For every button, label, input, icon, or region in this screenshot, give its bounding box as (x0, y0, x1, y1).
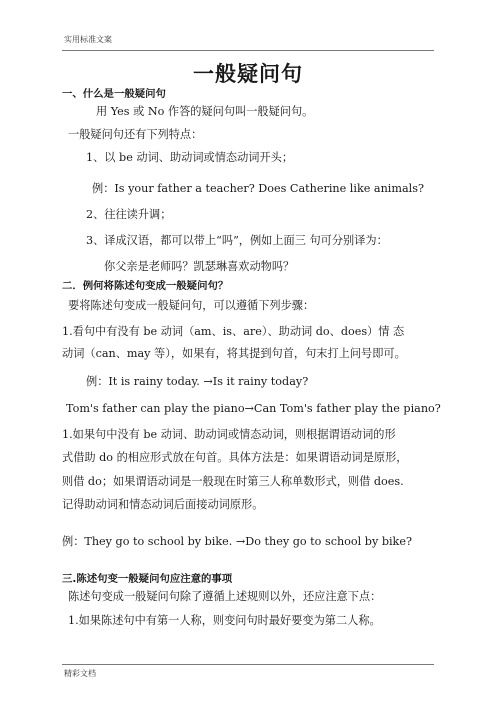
paragraph-line: 式借助 do 的相应形式放在句首。具体方法是：如果谓语动词是原形， (62, 451, 408, 464)
section-heading-2: 二．例何将陈述句变成一般疑问句？ (62, 280, 229, 292)
paragraph-line: 则借 do；如果谓语动词是一般现在时第三人称单数形式，则借 does. (62, 475, 404, 488)
paragraph-line: 一般疑问句还有下列特点： (68, 128, 203, 141)
section-heading-1: 一、什么是一般疑问句 (62, 88, 166, 100)
paragraph-line: 要将陈述句变成一般疑问句，可以遵循下列步骤： (68, 299, 315, 312)
list-item: 3、译成汉语，都可以带上“吗”，例如上面三 句可分别译为： (86, 234, 388, 247)
page-header: 实用标准文案 (64, 35, 112, 44)
paragraph-line: 你父亲是老师吗？凯瑟琳喜欢动物吗？ (104, 260, 295, 273)
paragraph-line: 动词（can、may 等），如果有，将其提到句首，句末打上问号即可。 (62, 347, 406, 360)
list-item: 2、往往读升调； (86, 208, 172, 221)
example-line: 例：They go to school by bike. →Do they go to school by bike? (62, 535, 412, 548)
paragraph-line: 1.如果陈述句中有第一人称，则变问句时最好要变为第二人称。 (68, 614, 381, 627)
paragraph-line: 用 Yes 或 No 作答的疑问句叫一般疑问句。 (96, 105, 314, 118)
example-line: 例：Is your father a teacher? Does Catherine like animals? (92, 182, 424, 195)
header-rule (62, 50, 434, 51)
paragraph-line: 记得助动词和情态动词后面接动词原形。 (62, 498, 264, 511)
document-title: 一般疑问句 (193, 61, 303, 86)
paragraph-line: 1.如果句中没有 be 动词、助动词或情态动词，则根据谓语动词的形 (62, 428, 396, 441)
paragraph-line: 陈述句变成一般疑问句除了遵循上述规则以外，还应注意下点： (68, 590, 382, 603)
footer-rule (62, 664, 434, 665)
paragraph-line: 1.看句中有没有 be 动词（am、is、are）、助动词 do、does）情 态 (62, 325, 405, 338)
section-heading-3: 三.陈述句变一般疑问句应注意的事项 (62, 573, 233, 585)
example-line: 例：It is rainy today. →Is it rainy today? (86, 375, 309, 388)
list-item: 1、以 be 动词、助动词或情态动词开头； (86, 151, 294, 164)
page-footer: 精彩文档 (64, 669, 96, 678)
example-line: Tom's father can play the piano→Can Tom's father play the piano? (66, 402, 441, 415)
